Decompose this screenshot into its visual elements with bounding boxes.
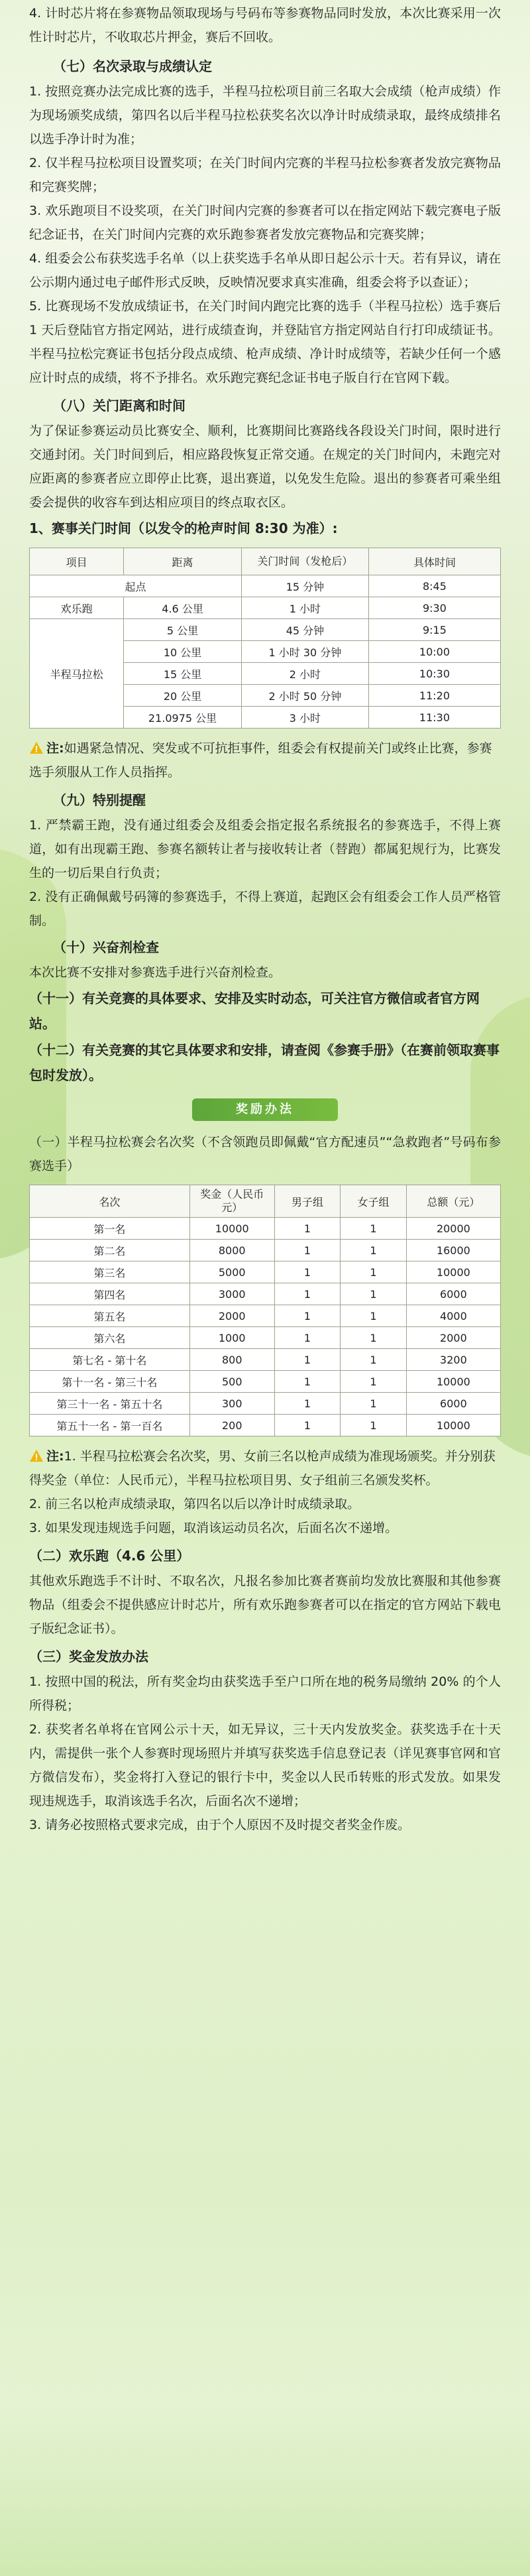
section-title-ranking: （七）名次录取与成绩认定: [53, 58, 212, 74]
table-cell: 第六名: [30, 1327, 190, 1349]
prize-table-body: [30, 1218, 501, 1436]
table-cell: 1: [341, 1415, 407, 1436]
table-header: 距离: [124, 548, 242, 575]
table-header: 名次: [30, 1185, 190, 1218]
table-cell: 4000: [406, 1305, 500, 1327]
table-cell: 9:30: [368, 597, 500, 619]
table-cell: 2 小时: [241, 663, 368, 685]
table-cell: 3 小时: [241, 707, 368, 729]
table-cell: 11:30: [368, 707, 500, 729]
table-header: 关门时间（发枪后）: [241, 548, 368, 575]
ranking-item: 1. 按照竞赛办法完成比赛的选手，半程马拉松项目前三名取大会成绩（枪声成绩）作为现场颁奖成绩，第四名以后半程马拉松获奖名次以净计时成绩录取，最终成绩排名以选手净计时为准；: [29, 84, 501, 146]
payment-item: 1. 按照中国的税法，所有奖金均由获奖选手至户口所在地的税务局缴纳 20% 的个人所得税；: [29, 1674, 501, 1713]
table-row: [30, 575, 501, 597]
table-cell: 1: [341, 1261, 407, 1283]
ranking-item: 5. 比赛现场不发放成绩证书，在关门时间内跑完比赛的选手（半程马拉松）选手赛后 1 天后登陆官方指定网站，进行成绩查询，并登陆官方指定网站自行打印成绩证书。半程马拉松完赛证书包括分段点成绩、枪声成绩、净计时成绩等，若缺少任何一个感应计时点的成绩，将不予排名。欢乐跑完赛纪念证书电子版自行在官网下载。: [29, 299, 501, 385]
prize-table: [29, 1185, 501, 1436]
table-row: [30, 1240, 501, 1261]
table-cell: 6000: [406, 1393, 500, 1415]
table-cell: 1: [274, 1371, 341, 1393]
table-cell: 800: [189, 1349, 274, 1371]
table-cell: 1: [274, 1415, 341, 1436]
cutoff-table: [29, 548, 501, 729]
table-cell: 10000: [406, 1415, 500, 1436]
doping-text: 本次比赛不安排对参赛选手进行兴奋剂检查。: [29, 965, 282, 980]
table-row: [30, 1283, 501, 1305]
section-title-payment: （三）奖金发放办法: [29, 1649, 148, 1665]
table-cell: 1 小时 30 分钟: [241, 641, 368, 663]
table-cell: 6000: [406, 1283, 500, 1305]
table-cell: 第三名: [30, 1261, 190, 1283]
table-cell: 16000: [406, 1240, 500, 1261]
table-cell: 1: [341, 1393, 407, 1415]
section-title-cutoff: （八）关门距离和时间: [53, 398, 186, 414]
warning-icon: [29, 741, 44, 754]
table-cell: 1: [274, 1393, 341, 1415]
section-twelve: （十二）有关竞赛的其它具体要求和安排，请查阅《参赛手册》（在赛前领取赛事包时发放）。: [29, 1042, 500, 1083]
table-row: [30, 1371, 501, 1393]
table-row: [30, 1415, 501, 1436]
fun-run-text: 其他欢乐跑选手不计时、不取名次，凡报名参加比赛者赛前均发放比赛服和其他参赛物品（组委会不提供感应计时芯片，所有欢乐跑参赛者可以在指定的官方网站下载电子版纪念证书）。: [29, 1574, 501, 1636]
section-title-doping: （十）兴奋剂检查: [53, 939, 159, 955]
table-cell: 1 小时: [241, 597, 368, 619]
table-cell: 1: [341, 1349, 407, 1371]
table-cell: 10:00: [368, 641, 500, 663]
table-cell: 2000: [189, 1305, 274, 1327]
table-cell: 第三十一名 - 第五十名: [30, 1393, 190, 1415]
ranking-item: 2. 仅半程马拉松项目设置奖项；在关门时间内完赛的半程马拉松参赛者发放完赛物品和完赛奖牌；: [29, 156, 501, 194]
table-cell: 11:20: [368, 685, 500, 707]
table-row: [30, 1218, 501, 1240]
warning-icon: [29, 1449, 44, 1462]
table-cell: 第四名: [30, 1283, 190, 1305]
cutoff-paragraph: 为了保证参赛运动员比赛安全、顺利，比赛期间比赛路线各段设关门时间，限时进行交通封闭。关门时间到后，相应路段恢复正常交通。在规定的关门时间内，未跑完对应距离的参赛者应立即停止比赛，退出赛道，以免发生危险。退出的参赛者可乘坐组委会提供的收容车到达相应项目的终点取衣区。: [29, 424, 501, 510]
table-row: [30, 1393, 501, 1415]
table-cell: 1: [341, 1240, 407, 1261]
table-cell: 起点: [30, 575, 242, 597]
prize-note: [29, 1444, 501, 1492]
table-cell: 15 分钟: [241, 575, 368, 597]
cutoff-note: [29, 736, 501, 784]
table-cell: 1: [341, 1283, 407, 1305]
table-cell: 500: [189, 1371, 274, 1393]
table-cell: 5 公里: [124, 619, 242, 641]
table-cell: 1: [341, 1218, 407, 1240]
table-cell: 1: [274, 1218, 341, 1240]
table-cell: 第七名 - 第十名: [30, 1349, 190, 1371]
prize-note-item: 3. 如果发现违规选手问题，取消该运动员名次，后面名次不递增。: [29, 1521, 398, 1535]
table-cell: 1000: [189, 1327, 274, 1349]
table-row: [30, 1261, 501, 1283]
table-cell: 8000: [189, 1240, 274, 1261]
table-cell: 1: [341, 1327, 407, 1349]
table-header: 女子组: [341, 1185, 407, 1218]
table-cell: 10:30: [368, 663, 500, 685]
section-eleven: （十一）有关竞赛的具体要求、安排及实时动态，可关注官方微信或者官方网站。: [29, 990, 480, 1031]
table-cell: 1: [274, 1349, 341, 1371]
table-cell: 10000: [406, 1371, 500, 1393]
table-cell: 1: [274, 1261, 341, 1283]
table-cell: 1: [274, 1240, 341, 1261]
reminder-item: 2. 没有正确佩戴号码簿的参赛选手，不得上赛道，起跑区会有组委会工作人员严格管制。: [29, 890, 501, 928]
ranking-item: 3. 欢乐跑项目不设奖项，在关门时间内完赛的参赛者可以在指定网站下载完赛电子版纪念证书，在关门时间内完赛的欢乐跑参赛者发放完赛物品和完赛奖牌；: [29, 204, 501, 242]
cutoff-table-title: 1、赛事关门时间（以发令的枪声时间 8:30 为准）:: [29, 520, 338, 536]
table-cell: 第十一名 - 第三十名: [30, 1371, 190, 1393]
table-header-row: [30, 1185, 501, 1218]
table-cell: 3000: [189, 1283, 274, 1305]
table-cell: 15 公里: [124, 663, 242, 685]
table-cell: 第一名: [30, 1218, 190, 1240]
table-cell: 200: [189, 1415, 274, 1436]
table-row: [30, 597, 501, 619]
table-cell: 欢乐跑: [30, 597, 124, 619]
table-cell: 1: [274, 1283, 341, 1305]
payment-item: 2. 获奖者名单将在官网公示十天，如无异议，三十天内发放奖金。获奖选手在十天内，需提供一张个人参赛时现场照片并填写获奖选手信息登记表（详见赛事官网和官方微信发布），奖金将打入登记的银行卡中，奖金以人民币转账的形式发放。如果发现违规选手，取消该选手名次，后面名次不递增；: [29, 1722, 501, 1808]
table-cell: 5000: [189, 1261, 274, 1283]
table-cell: 2 小时 50 分钟: [241, 685, 368, 707]
prize-note-item: 2. 前三名以枪声成绩录取，第四名以后以净计时成绩录取。: [29, 1497, 360, 1511]
table-cell: 10000: [189, 1218, 274, 1240]
table-cell: 1: [274, 1305, 341, 1327]
section-title-fun-run: （二）欢乐跑（4.6 公里）: [29, 1548, 190, 1564]
table-cell: 第五名: [30, 1305, 190, 1327]
table-header: 男子组: [274, 1185, 341, 1218]
table-cell: 20000: [406, 1218, 500, 1240]
table-header: 项目: [30, 548, 124, 575]
table-row: [30, 619, 501, 641]
table-cell: 300: [189, 1393, 274, 1415]
note-label: 注:: [46, 1449, 64, 1464]
article-content: [29, 0, 501, 1837]
table-cell: 45 分钟: [241, 619, 368, 641]
payment-item: 3. 请务必按照格式要求完成，由于个人原因不及时提交者奖金作废。: [29, 1818, 411, 1832]
table-cell: 10000: [406, 1261, 500, 1283]
table-cell: 2000: [406, 1327, 500, 1349]
note-text: 如遇紧急情况、突发或不可抗拒事件，组委会有权提前关门或终止比赛，参赛选手须服从工作人员指挥。: [29, 741, 492, 780]
decorative-bottom-gradient: [0, 2404, 530, 2576]
table-row: [30, 1349, 501, 1371]
table-cell: 1: [341, 1305, 407, 1327]
table-cell: 第五十一名 - 第一百名: [30, 1415, 190, 1436]
table-row: [30, 1327, 501, 1349]
table-header: 具体时间: [368, 548, 500, 575]
table-cell: 半程马拉松: [30, 619, 124, 729]
reminder-item: 1. 严禁霸王跑，没有通过组委会及组委会指定报名系统报名的参赛选手，不得上赛道，如有出现霸王跑、参赛名额转让者与接收转让者（替跑）都属犯规行为，比赛发生的一切后果自行负责；: [29, 818, 501, 880]
table-cell: 1: [341, 1371, 407, 1393]
table-cell: 4.6 公里: [124, 597, 242, 619]
table-cell: 10 公里: [124, 641, 242, 663]
table-row: [30, 1305, 501, 1327]
prize-banner: 奖励办法: [192, 1098, 338, 1121]
note-text: 1. 半程马拉松赛会名次奖，男、女前三名以枪声成绩为准现场颁奖。并分别获得奖金（单位：人民币元），半程马拉松项目男、女子组前三名颁发奖杯。: [29, 1449, 496, 1488]
table-cell: 3200: [406, 1349, 500, 1371]
table-header: 总额（元）: [406, 1185, 500, 1218]
section-title-reminder: （九）特别提醒: [53, 792, 146, 808]
table-cell: 1: [274, 1327, 341, 1349]
table-header-row: [30, 548, 501, 575]
table-cell: 8:45: [368, 575, 500, 597]
table-cell: 21.0975 公里: [124, 707, 242, 729]
table-cell: 第二名: [30, 1240, 190, 1261]
prize-intro: （一）半程马拉松赛会名次奖（不含领跑员即佩戴“官方配速员”“急救跑者”号码布参赛选手）: [29, 1135, 501, 1173]
table-cell: 20 公里: [124, 685, 242, 707]
ranking-item: 4. 组委会公布获奖选手名单（以上获奖选手名单从即日起公示十天。若有异议，请在公示期内通过电子邮件形式反映，反映情况要求真实准确，组委会将予以查证）；: [29, 251, 501, 290]
paragraph-chip: 4. 计时芯片将在参赛物品领取现场与号码布等参赛物品同时发放，本次比赛采用一次性计时芯片，不收取芯片押金，赛后不回收。: [29, 6, 501, 44]
table-header: 奖金（人民币元）: [189, 1185, 274, 1218]
table-cell: 9:15: [368, 619, 500, 641]
note-label: 注:: [46, 741, 64, 756]
